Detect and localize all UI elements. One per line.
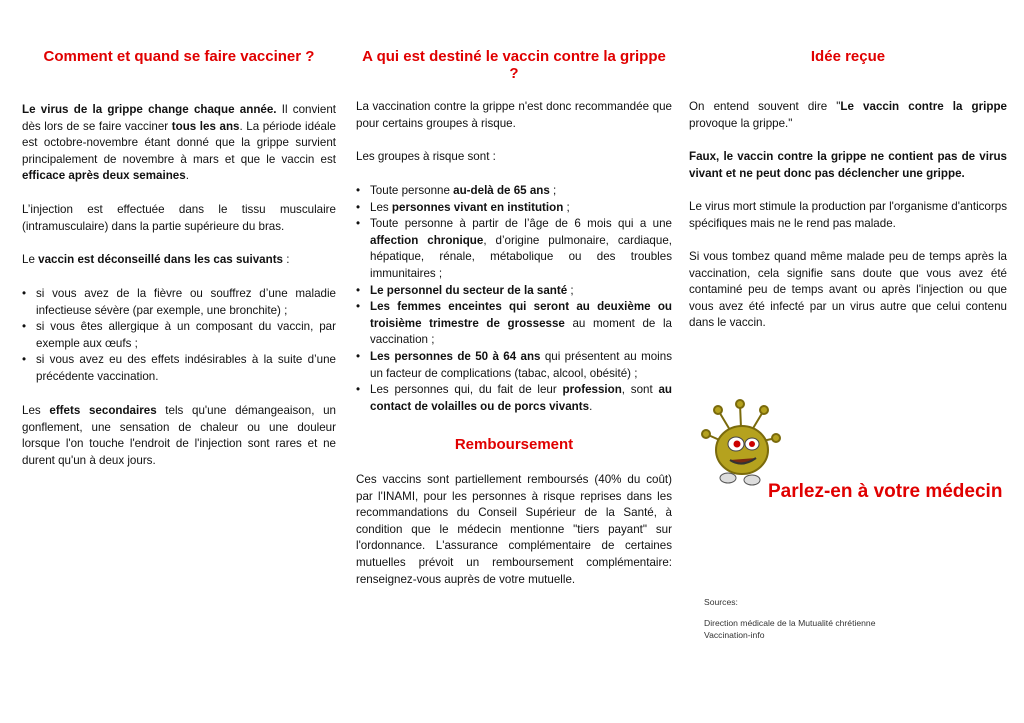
list-item: • Les personnes vivant en institution ;	[356, 200, 672, 217]
paragraph-injection: L’injection est effectuée dans le tissu musculaire (intramusculaire) dans la partie supérieure du bras.	[22, 203, 336, 233]
paragraph-virus-changes: Le virus de la grippe change chaque année. Il convient dès lors de se faire vacciner tous les ans. La période idéale est octobre-novembre étant donné que la grippe survient principalement de novembre à mars et que le vaccin est efficace après deux semaines.	[22, 103, 336, 183]
paragraph-recommendation: La vaccination contre la grippe n'est donc recommandée que pour certains groupes à risque.	[356, 100, 672, 130]
paragraph-still-sick: Si vous tombez quand même malade peu de temps après la vaccination, cela signifie sans doute que vous avez été contaminé peu de temps avant ou après l'injection ou que vous avez été infecté par un virus autre que celui contenu dans le vaccin.	[689, 250, 1007, 330]
paragraph-risk-groups-intro: Les groupes à risque sont :	[356, 150, 496, 163]
source-item: Vaccination-info	[704, 630, 765, 640]
virus-mascot-icon	[700, 398, 782, 488]
list-item: • Toute personne au-delà de 65 ans ;	[356, 183, 672, 200]
heading-misconception: Idée reçue	[810, 48, 886, 65]
list-contraindications	[22, 286, 336, 386]
list-item: • si vous êtes allergique à un composant du vaccin, par exemple aux œufs ;	[22, 319, 336, 352]
heading-reimbursement: Remboursement	[454, 436, 574, 453]
heading-who: A qui est destiné le vaccin contre la grippe ?	[362, 48, 666, 82]
call-to-action: Parlez-en à votre médecin	[768, 481, 1003, 502]
list-item: • si vous avez eu des effets indésirables à la suite d’une précédente vaccination.	[22, 352, 336, 385]
heading-how-when: Comment et quand se faire vacciner ?	[43, 48, 315, 65]
sources-label: Sources:	[704, 597, 738, 607]
paragraph-false-claim: Faux, le vaccin contre la grippe ne contient pas de virus vivant et ne peut donc pas déclencher une grippe.	[689, 150, 1007, 180]
paragraph-common-saying: On entend souvent dire "Le vaccin contre la grippe provoque la grippe."	[689, 100, 1007, 130]
paragraph-dead-virus: Le virus mort stimule la production par l'organisme d'anticorps spécifiques mais ne le rend pas malade.	[689, 200, 1007, 230]
list-item: • Le personnel du secteur de la santé ;	[356, 283, 672, 300]
paragraph-reimbursement: Ces vaccins sont partiellement remboursés (40% du coût) par l'INAMI, pour les personnes à risque reprises dans les recommandations du Conseil Supérieur de la Santé, à condition que le médecin mentionne "tiers payant" sur l'ordonnance. L'assurance complémentaire de certaines mutuelles prévoit un remboursement complémentaire: renseignez-vous auprès de votre mutuelle.	[356, 473, 672, 586]
list-item: • Les personnes de 50 à 64 ans qui présentent au moins un facteur de complications (tabac, alcool, obésité) ;	[356, 349, 672, 382]
list-item: • si vous avez de la fièvre ou souffrez d’une maladie infectieuse sévère (par exemple, une bronchite) ;	[22, 286, 336, 319]
list-item: • Toute personne à partir de l’âge de 6 mois qui a une affection chronique, d’origine pulmonaire, cardiaque, hépatique, rénale, métabolique ou des troubles immunitaires ;	[356, 216, 672, 282]
list-risk-groups	[356, 183, 672, 415]
list-item: • Les femmes enceintes qui seront au deuxième ou troisième trimestre de grossesse au moment de la vaccination ;	[356, 299, 672, 349]
sources-list	[704, 617, 876, 641]
paragraph-contraindications: Le vaccin est déconseillé dans les cas suivants :	[22, 253, 290, 266]
source-item: Direction médicale de la Mutualité chrétienne	[704, 618, 876, 628]
paragraph-side-effects: Les effets secondaires tels qu'une démangeaison, un gonflement, une sensation de chaleur ou une douleur lorsque l'on touche l'endroit de l'injection sont rares et ne durent qu'un à deux jours.	[22, 404, 336, 467]
list-item: • Les personnes qui, du fait de leur profession, sont au contact de volailles ou de porcs vivants.	[356, 382, 672, 415]
